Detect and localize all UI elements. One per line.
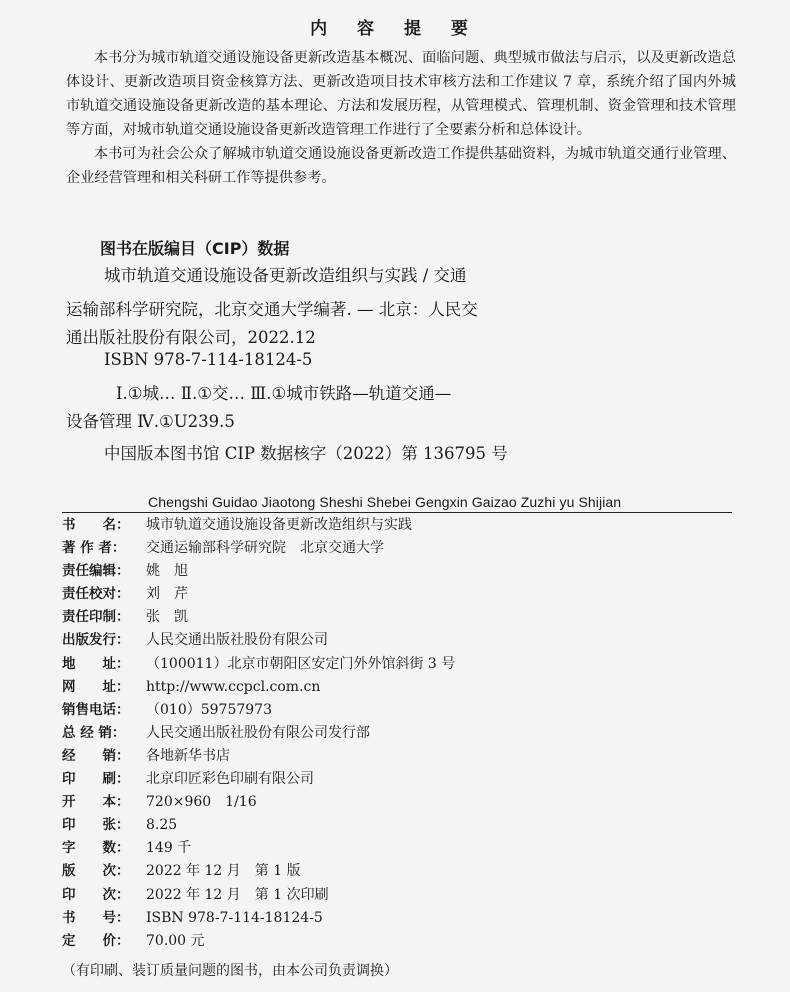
info-row-format	[62, 791, 742, 814]
cip-line-1: 城市轨道交通设施设备更新改造组织与实践 / 交通	[104, 266, 467, 285]
cip-heading: 图书在版编目（CIP）数据	[100, 239, 290, 258]
abstract-paragraph-1: 本书分为城市轨道交通设施设备更新改造基本概况、面临问题、典型城市做法与启示，以及更新改造总体设计、更新改造项目资金核算方法、更新改造项目技术审核方法和工作建议 7 章，系统介绍了国内外城市轨道交通设施设备更新改造的基本理论、方法和发展历程，从管理模式、管理机制、资金管理和技术管理等方面，对城市轨道交通设施设备更新改造管理工作进行了全要素分析和总体设计。	[66, 50, 736, 138]
info-label: 地 址：	[62, 655, 130, 672]
cip-line-isbn: ISBN 978-7-114-18124-5	[104, 350, 313, 369]
info-value: 70.00 元	[146, 932, 205, 949]
divider-line	[62, 512, 732, 513]
cip-line-2: 运输部科学研究院，北京交通大学编著. — 北京：人民交	[66, 300, 478, 319]
publication-info	[62, 514, 742, 953]
info-row-proofreader	[62, 583, 742, 606]
info-value: 8.25	[146, 817, 178, 834]
info-value: ISBN 978-7-114-18124-5	[146, 909, 323, 926]
info-value: 2022 年 12 月 第 1 次印刷	[146, 886, 329, 903]
info-value: （100011）北京市朝阳区安定门外外馆斜街 3 号	[146, 655, 456, 672]
info-value: 北京印匠彩色印刷有限公司	[146, 771, 314, 788]
info-row-word-count	[62, 837, 742, 860]
info-value: 刘 芹	[146, 586, 188, 603]
cip-line-classification-cont: 设备管理 Ⅳ.①U239.5	[66, 412, 235, 431]
info-row-website	[62, 676, 742, 699]
info-value: （010）59757973	[146, 701, 272, 718]
abstract-paragraph-2: 本书可为社会公众了解城市轨道交通设施设备更新改造工作提供基础资料，为城市轨道交通行业管理、企业经营管理和相关科研工作等提供参考。	[66, 146, 736, 186]
info-row-editor	[62, 560, 742, 583]
info-label: 销售电话：	[62, 701, 130, 718]
info-label: 责任校对：	[62, 586, 130, 603]
info-label: 印 张：	[62, 817, 130, 834]
info-label: 定 价：	[62, 932, 130, 949]
info-value: 张 凯	[146, 609, 188, 626]
info-label: 出版发行：	[62, 632, 130, 649]
info-label: 书 号：	[62, 909, 130, 926]
info-label: 印 刷：	[62, 771, 130, 788]
info-value: 各地新华书店	[146, 747, 230, 764]
info-row-print-supervisor	[62, 606, 742, 629]
info-row-phone	[62, 699, 742, 722]
info-label: 著 作 者：	[62, 540, 126, 557]
info-value: 149 千	[146, 840, 192, 857]
pinyin-title: Chengshi Guidao Jiaotong Sheshi Shebei Gengxin Gaizao Zuzhi yu Shijian	[148, 494, 622, 510]
info-label: 责任印制：	[62, 609, 130, 626]
info-row-price	[62, 930, 742, 953]
info-row-address	[62, 653, 742, 676]
info-label: 字 数：	[62, 840, 130, 857]
info-value: 人民交通出版社股份有限公司	[146, 632, 328, 649]
info-value: http://www.ccpcl.com.cn	[146, 678, 321, 695]
info-label: 总 经 销：	[62, 724, 126, 741]
info-label: 书 名：	[62, 517, 130, 533]
abstract-section	[66, 46, 736, 190]
info-row-title	[62, 514, 742, 537]
info-label: 版 次：	[62, 863, 130, 880]
quality-note: （有印刷、装订质量问题的图书，由本公司负责调换）	[62, 963, 398, 979]
cip-line-record-number: 中国版本图书馆 CIP 数据核字（2022）第 136795 号	[104, 444, 508, 463]
info-label: 网 址：	[62, 678, 130, 695]
info-row-seller	[62, 745, 742, 768]
cip-line-classification: Ⅰ.①城… Ⅱ.①交… Ⅲ.①城市铁路—轨道交通—	[116, 384, 452, 403]
info-value: 城市轨道交通设施设备更新改造组织与实践	[146, 517, 412, 533]
info-row-printing	[62, 884, 742, 907]
info-row-distributor	[62, 722, 742, 745]
info-row-author	[62, 537, 742, 560]
info-value: 人民交通出版社股份有限公司发行部	[146, 724, 370, 741]
info-label: 开 本：	[62, 794, 130, 811]
info-value: 2022 年 12 月 第 1 版	[146, 863, 301, 880]
info-row-isbn	[62, 907, 742, 930]
info-value: 720×960 1/16	[146, 794, 257, 811]
info-row-printer	[62, 768, 742, 791]
info-value: 交通运输部科学研究院 北京交通大学	[146, 540, 384, 557]
info-label: 经 销：	[62, 747, 130, 764]
info-row-publisher	[62, 629, 742, 652]
page-title: 内 容 提 要	[310, 19, 480, 39]
info-row-edition	[62, 860, 742, 883]
info-label: 印 次：	[62, 886, 130, 903]
info-value: 姚 旭	[146, 563, 188, 580]
info-row-sheets	[62, 814, 742, 837]
info-label: 责任编辑：	[62, 563, 130, 580]
cip-line-3: 通出版社股份有限公司，2022.12	[66, 328, 316, 347]
